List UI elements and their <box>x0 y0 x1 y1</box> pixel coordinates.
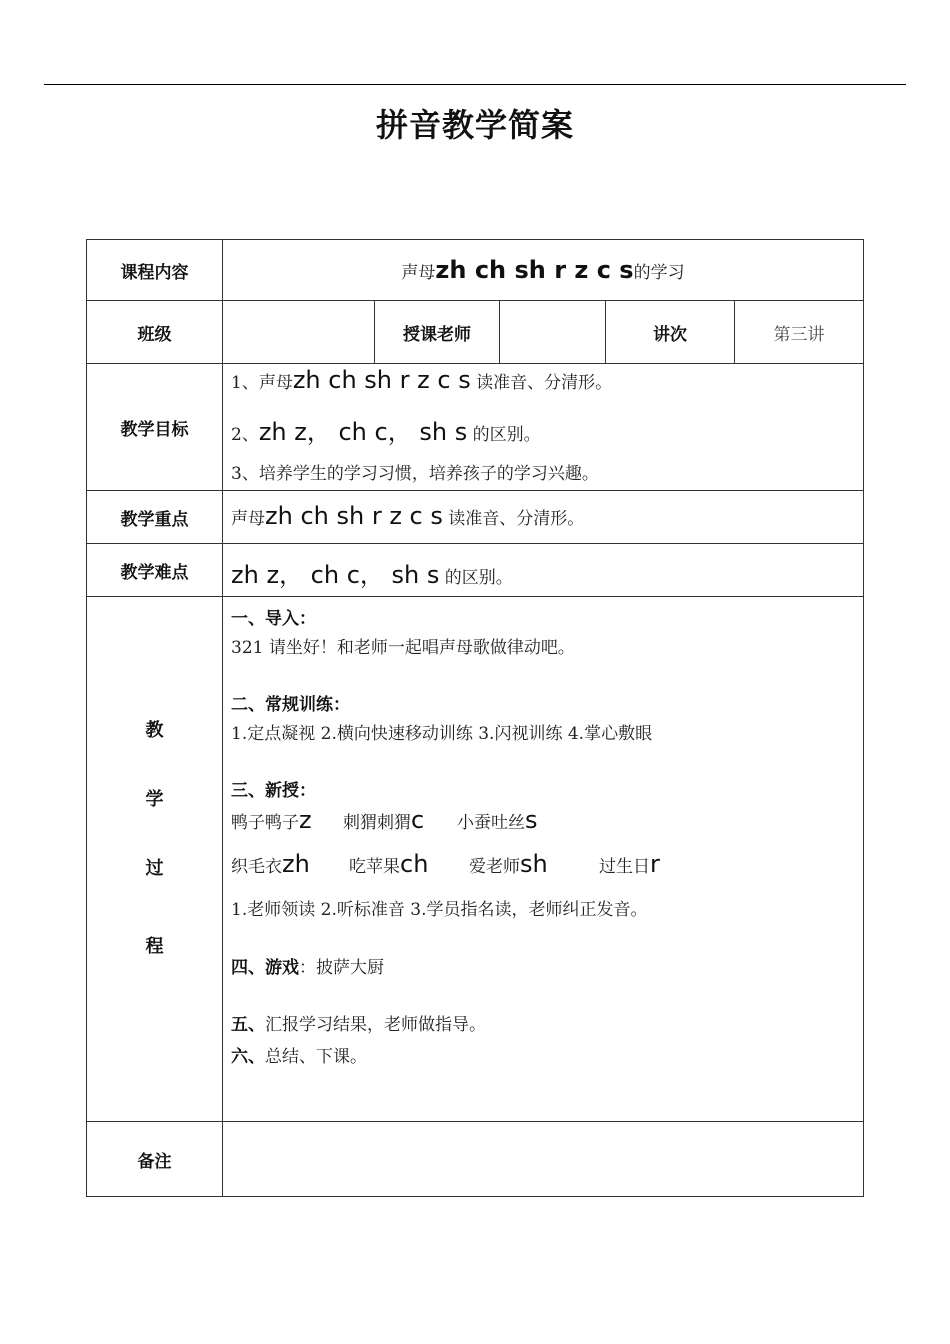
section-new-steps: 1.老师领读 2.听标准音 3.学员指名读，老师纠正发音。 <box>231 900 648 920</box>
course-label: 课程内容 <box>120 262 189 283</box>
section-new-heading: 三、新授： <box>231 781 316 801</box>
rhyme-item <box>231 850 310 878</box>
difficulty-pinyin: zh z， ch c， sh s <box>231 561 440 589</box>
rhyme-letter: sh <box>520 850 548 878</box>
column-divider <box>222 240 223 1196</box>
rhyme-words: 鸭子鸭子 <box>231 813 299 833</box>
rhyme-words: 爱老师 <box>469 857 520 877</box>
rhyme-item <box>457 806 538 834</box>
row-divider <box>87 596 863 597</box>
focus-suffix: 读准音、分清形。 <box>442 509 585 529</box>
document-title: 拼音教学简案 <box>375 106 574 144</box>
section-intro-text: 321 请坐好！和老师一起唱声母歌做律动吧。 <box>231 638 575 658</box>
process-label-char: 程 <box>145 936 164 957</box>
rhyme-letter: r <box>650 850 660 878</box>
objectives-label: 教学目标 <box>120 419 189 440</box>
section-summary-heading: 六、 <box>231 1047 265 1067</box>
rhyme-item <box>231 806 312 834</box>
lesson-plan-table <box>86 239 864 1197</box>
focus-prefix: 声母 <box>231 509 265 529</box>
class-value <box>223 301 374 363</box>
section-summary-text: 总结、下课。 <box>265 1047 367 1067</box>
teacher-label: 授课老师 <box>403 324 471 345</box>
header-rule <box>44 84 906 85</box>
section-intro-heading: 一、导入： <box>231 609 316 629</box>
session-value: 第三讲 <box>773 324 825 345</box>
teacher-value <box>500 301 605 363</box>
remarks-value <box>223 1122 863 1196</box>
remarks-label: 备注 <box>137 1151 172 1172</box>
objective-pinyin: zh z， ch c， sh s <box>258 418 468 446</box>
session-label: 讲次 <box>653 324 687 345</box>
section-drill-heading: 二、常规训练： <box>231 695 350 715</box>
class-label: 班级 <box>137 324 172 345</box>
focus-label: 教学重点 <box>120 509 189 530</box>
rhyme-words: 小蚕吐丝 <box>457 813 525 833</box>
rhyme-letter: s <box>525 806 538 834</box>
section-report-heading: 五、 <box>231 1015 265 1035</box>
rhyme-item <box>469 850 548 878</box>
focus-pinyin: zh ch sh r z c s <box>265 502 443 530</box>
objective-prefix: 1、声母 <box>231 373 293 393</box>
rhyme-letter: z <box>299 806 312 834</box>
section-report <box>231 1010 486 1035</box>
objective-suffix: 的区别。 <box>467 425 541 445</box>
objective-item-3: 3、培养学生的学习习惯，培养孩子的学习兴趣。 <box>231 464 599 484</box>
section-game-text: ：披萨大厨 <box>299 958 384 978</box>
rhyme-words: 吃苹果 <box>349 857 400 877</box>
rhyme-item <box>599 850 660 878</box>
section-summary <box>231 1042 367 1067</box>
rhyme-letter: zh <box>282 850 310 878</box>
section-game <box>231 953 384 978</box>
course-suffix: 的学习 <box>633 262 685 283</box>
rhyme-letter: ch <box>400 850 429 878</box>
course-prefix: 声母 <box>401 262 436 283</box>
difficulty-content <box>231 555 513 590</box>
objective-prefix: 2、 <box>231 425 259 445</box>
rhyme-words: 刺猬刺猬 <box>343 813 411 833</box>
difficulty-suffix: 的区别。 <box>439 568 513 588</box>
section-drill-text: 1.定点凝视 2.横向快速移动训练 3.闪视训练 4.掌心敷眼 <box>231 724 653 744</box>
rhyme-words: 过生日 <box>599 857 650 877</box>
objective-item-2 <box>231 412 541 447</box>
rhyme-letter: c <box>411 806 425 834</box>
objective-suffix: 读准音、分清形。 <box>470 373 613 393</box>
difficulty-label: 教学难点 <box>120 562 189 583</box>
process-label-char: 学 <box>145 789 164 810</box>
rhyme-item <box>343 806 424 834</box>
section-report-text: 汇报学习结果，老师做指导。 <box>265 1015 486 1035</box>
rhyme-item <box>349 850 428 878</box>
course-content <box>223 240 863 300</box>
focus-content <box>231 502 584 530</box>
course-pinyin: zh ch sh r z c s <box>435 256 634 284</box>
objective-item-1 <box>231 366 612 394</box>
objective-pinyin: zh ch sh r z c s <box>292 366 471 394</box>
section-game-heading: 四、游戏 <box>231 958 299 978</box>
rhyme-words: 织毛衣 <box>231 857 282 877</box>
process-label-char: 教 <box>145 720 164 741</box>
process-label-char: 过 <box>145 858 164 879</box>
